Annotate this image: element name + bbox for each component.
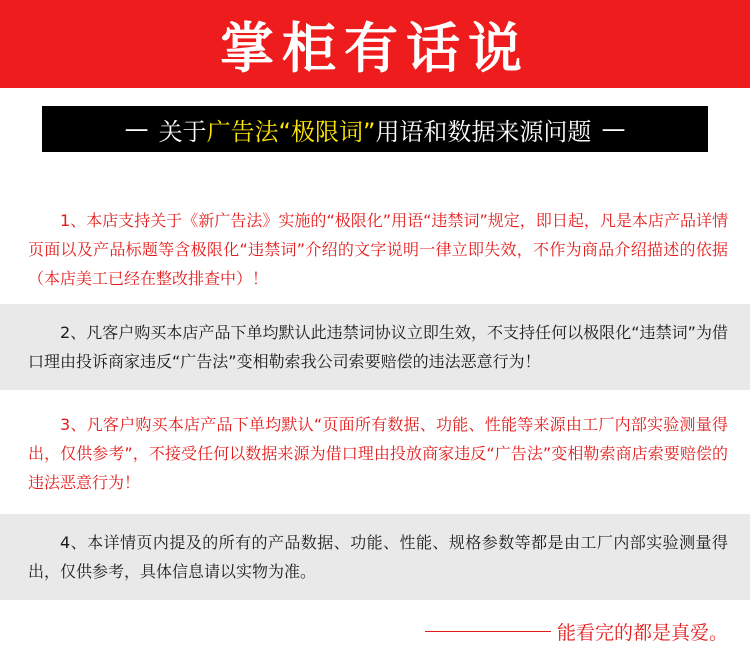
subheader-highlight: 广告法“极限词” — [206, 117, 376, 146]
header-banner — [0, 0, 750, 88]
notice-section-2 — [0, 304, 750, 390]
footer-text: 能看完的都是真爱。 — [556, 622, 728, 644]
notice-section-4 — [0, 514, 750, 600]
page-title: 掌柜有话说 — [220, 16, 530, 80]
notice-paragraph: 2、凡客户购买本店产品下单均默认此违禁词协议立即生效，不支持任何以极限化“违禁词”为借口理由投诉商家违反“广告法”变相勒索我公司索要赔偿的违法恶意行为！ — [28, 323, 728, 371]
notice-section-3 — [0, 404, 750, 504]
notice-section-1 — [0, 200, 750, 300]
subheader-dash-left: — — [124, 115, 149, 143]
subheader-part3: 用语和数据来源问题 — [375, 117, 592, 146]
subheader-bar — [42, 106, 708, 152]
footer — [425, 618, 728, 645]
notice-paragraph: 3、凡客户购买本店产品下单均默认“页面所有数据、功能、性能等来源由工厂内部实验测量得出，仅供参考”，不接受任何以数据来源为借口理由投放商家违反“广告法”变相勒索商店索要赔偿的违法恶意行为！ — [28, 415, 728, 492]
subheader-part1: 关于 — [158, 117, 207, 146]
subheader-dash-right: — — [601, 115, 626, 143]
notice-paragraph: 4、本详情页内提及的所有的产品数据、功能、性能、规格参数等都是由工厂内部实验测量得出，仅供参考，具体信息请以实物为准。 — [28, 533, 728, 581]
notice-paragraph: 1、本店支持关于《新广告法》实施的“极限化”用语“违禁词”规定，即日起，凡是本店产品详情页面以及产品标题等含极限化“违禁词”介绍的文字说明一律立即失效，不作为商品介绍描述的依据（本店美工已经在整改排查中）！ — [28, 211, 728, 288]
footer-divider — [425, 631, 551, 632]
